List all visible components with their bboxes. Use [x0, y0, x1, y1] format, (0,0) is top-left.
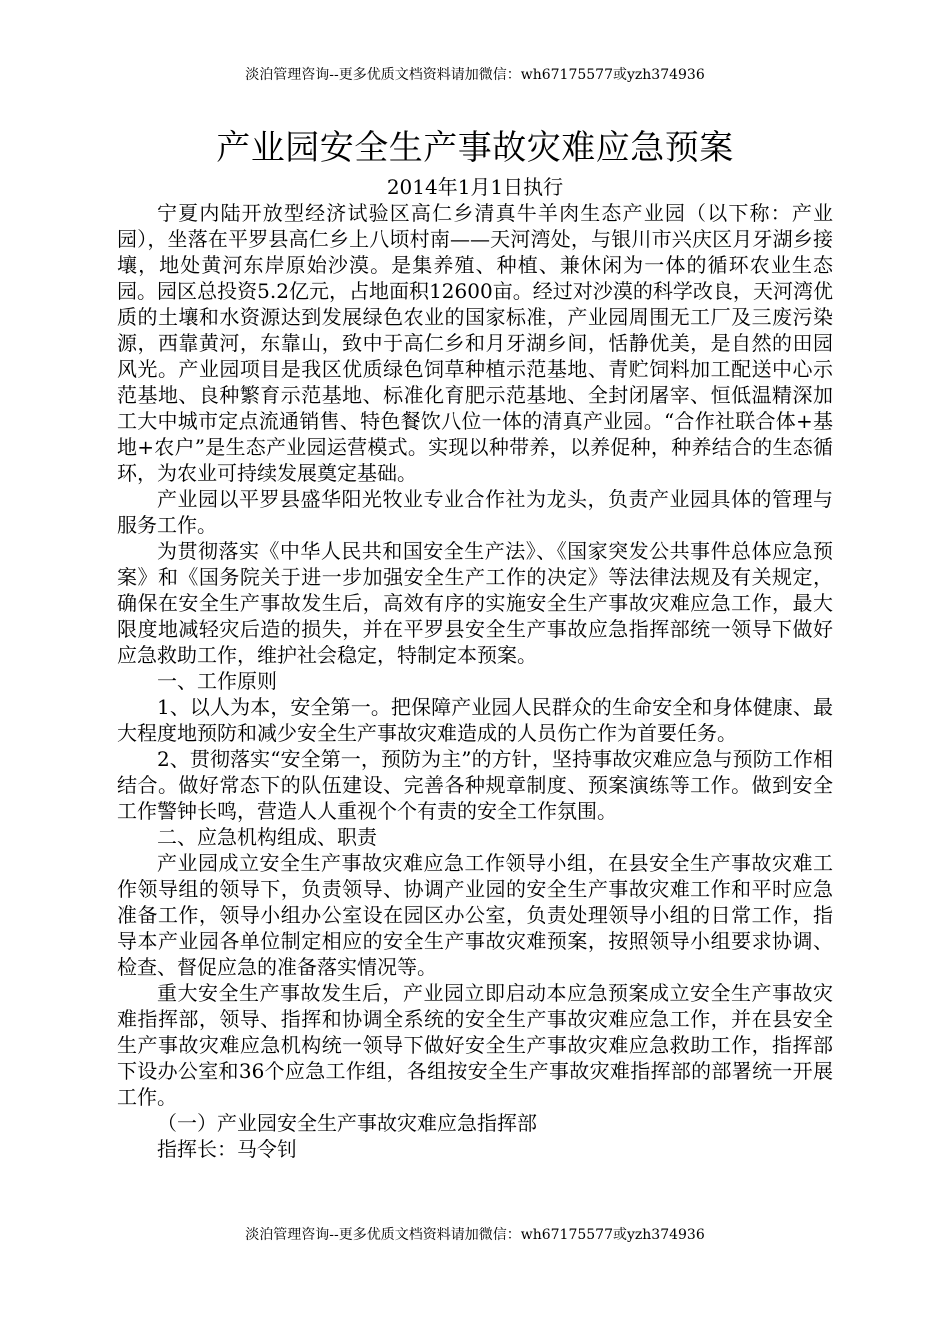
document-title: 产业园安全生产事故灾难应急预案	[216, 128, 734, 168]
document-body	[117, 174, 833, 1162]
paragraph-commander: 指挥长：马令钊	[157, 1137, 297, 1161]
paragraph-leading-group: 产业园成立安全生产事故灾难应急工作领导小组，在县安全生产事故灾难工作领导组的领导下，负责领导、协调产业园的安全生产事故灾难工作和平时应急准备工作，领导小组办公室设在园区办公室，负责处理领导小组的日常工作，指导本产业园各单位制定相应的安全生产事故灾难预案，按照领导小组要求协调、检查、督促应急的准备落实情况等。	[117, 851, 833, 979]
footer-note: 淡泊管理咨询--更多优质文档资料请加微信：wh67175577或yzh374936	[245, 1227, 705, 1243]
header-note: 淡泊管理咨询--更多优质文档资料请加微信：wh67175577或yzh374936	[245, 67, 705, 83]
paragraph-principle-1: 1、以人为本，安全第一。把保障产业园人民群众的生命安全和身体健康、最大程度地预防和减少安全生产事故灾难造成的人员伤亡作为首要任务。	[117, 695, 833, 745]
effective-date: 2014年1月1日执行	[386, 175, 564, 199]
section-heading-principles: 一、工作原则	[157, 669, 277, 693]
paragraph-principle-2: 2、贯彻落实“安全第一，预防为主”的方针，坚持事故灾难应急与预防工作相结合。做好常态下的队伍建设、完善各种规章制度、预案演练等工作。做到安全工作警钟长鸣，营造人人重视个个有责的安全工作氛围。	[117, 747, 833, 823]
paragraph-intro: 宁夏内陆开放型经济试验区高仁乡清真牛羊肉生态产业园（以下称：产业园），坐落在平罗县高仁乡上八顷村南——天河湾处，与银川市兴庆区月牙湖乡接壤，地处黄河东岸原始沙漠。是集养殖、种植、兼休闲为一体的循环农业生态园。园区总投资5.2亿元，占地面积12600亩。经过对沙漠的科学改良，天河湾优质的土壤和水资源达到发展绿色农业的国家标准，产业园周围无工厂及三废污染源，西靠黄河，东靠山，致中于高仁乡和月牙湖乡间，恬静优美，是自然的田园风光。产业园项目是我区优质绿色饲草种植示范基地、青贮饲料加工配送中心示范基地、良种繁育示范基地、标准化育肥示范基地、全封闭屠宰、恒低温精深加工大中城市定点流通销售、特色餐饮八位一体的清真产业园。“合作社联合体+基地+农户”是生态产业园运营模式。实现以种带养，以养促种，种养结合的生态循环，为农业可持续发展奠定基础。	[117, 201, 833, 485]
paragraph-management: 产业园以平罗县盛华阳光牧业专业合作社为龙头，负责产业园具体的管理与服务工作。	[117, 487, 833, 537]
subsection-heading-command: （一）产业园安全生产事故灾难应急指挥部	[157, 1111, 537, 1135]
paragraph-purpose: 为贯彻落实《中华人民共和国安全生产法》、《国家突发公共事件总体应急预案》和《国务院关于进一步加强安全生产工作的决定》等法律法规及有关规定，确保在安全生产事故发生后，高效有序的实施安全生产事故灾难应急工作，最大限度地减轻灾后造的损失，并在平罗县安全生产事故应急指挥部统一领导下做好应急救助工作，维护社会稳定，特制定本预案。	[117, 539, 833, 667]
section-heading-organization: 二、应急机构组成、职责	[157, 825, 377, 849]
paragraph-command-center: 重大安全生产事故发生后，产业园立即启动本应急预案成立安全生产事故灾难指挥部，领导、指挥和协调全系统的安全生产事故灾难应急工作，并在县安全生产事故灾难应急机构统一领导下做好安全生产事故灾难应急救助工作，指挥部下设办公室和36个应急工作组，各组按安全生产事故灾难指挥部的部署统一开展工作。	[117, 981, 833, 1109]
